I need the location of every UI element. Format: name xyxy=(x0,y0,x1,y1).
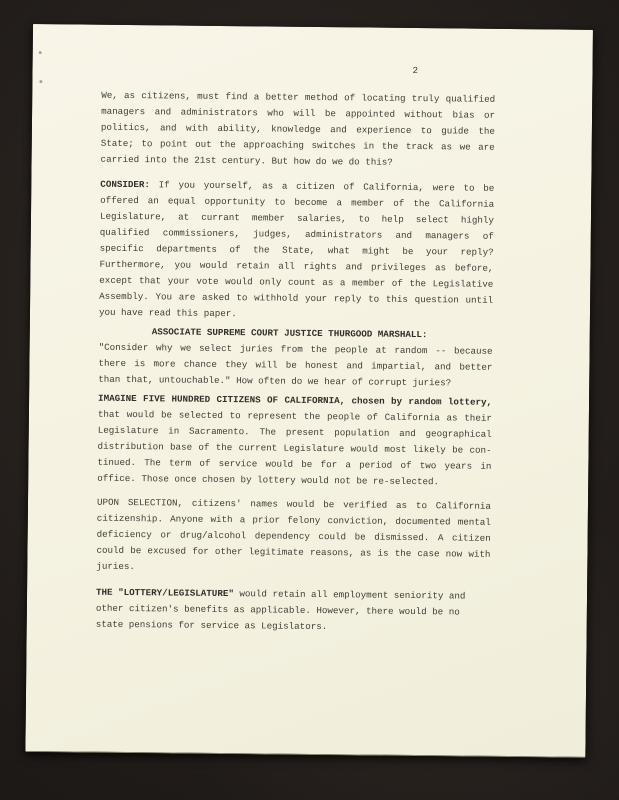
scanned-page xyxy=(25,24,593,758)
text-line: UPON SELECTION, citizens' names would be verified as to California xyxy=(96,496,492,512)
paragraph-imagine xyxy=(97,391,492,491)
document-body xyxy=(96,88,496,637)
text-line: except that your vote would only count as a member of the Legislative xyxy=(99,274,494,290)
text-line: politics, and with ability, knowledge and experience to guide the xyxy=(100,121,495,137)
text-line: qualified commissioners, judges, administrators and managers of xyxy=(99,226,494,242)
paragraph-marshall-quote xyxy=(98,340,492,392)
text-line: IMAGINE FIVE HUNDRED CITIZENS OF CALIFORNIA, chosen by random lottery, xyxy=(98,392,493,408)
text-line: managers and administrators who will be appointed without bias or xyxy=(101,105,496,121)
paragraph-p1 xyxy=(100,88,495,172)
text-line: carried into the 21st century. But how do we do this? xyxy=(100,153,393,168)
text-line: you have read this paper. xyxy=(98,306,237,320)
text-line: deficiency or drug/alcohol dependency could be dismissed. A citizen xyxy=(96,528,491,544)
paragraph-upon xyxy=(96,495,491,579)
text-line: than that, untouchable." How often do we hear of corrupt juries? xyxy=(98,373,452,389)
text-line: CONSIDER: If you yourself, as a citizen of California, were to be xyxy=(100,178,495,194)
text-line: juries. xyxy=(96,560,135,573)
paper-speck xyxy=(39,51,42,54)
text-line: specific departments of the State, what might be your reply? xyxy=(99,242,494,258)
text-line: We, as citizens, must find a better method of locating truly qualified xyxy=(101,89,496,105)
text-line: Assembly. You are asked to withhold your reply to this question until xyxy=(99,290,494,306)
page-number: 2 xyxy=(412,64,419,77)
paper-speck xyxy=(39,80,42,83)
page-content xyxy=(27,24,593,638)
text-line: Legislature in Sacramento. The present population and geographical xyxy=(97,424,492,440)
text-line: other citizen's benefits as applicable. However, there would be no xyxy=(95,602,460,618)
text-line: could be excused for other legitimate reasons, as is the case now with xyxy=(96,544,491,560)
text-line: state pensions for service as Legislators. xyxy=(95,618,328,633)
paragraph-lottery xyxy=(96,585,490,637)
text-line: that would be selected to represent the people of California as their xyxy=(97,408,492,424)
text-line: citizenship. Anyone with a prior felony conviction, documented mental xyxy=(96,512,491,528)
text-line: tinued. The term of service would be for a period of two years in xyxy=(97,456,492,472)
text-line: distribution base of the current Legislature would most likely be con- xyxy=(97,440,492,456)
text-line: offered an equal opportunity to become a member of the California xyxy=(100,194,495,210)
text-line: Legislature, at currant member salaries, to help select highly xyxy=(99,210,495,226)
text-line: "Consider why we select juries from the people at random -- because xyxy=(98,341,493,357)
text-line: THE "LOTTERY/LEGISLATURE" would retain all employment seniority and xyxy=(95,586,466,602)
text-line: office. Those once chosen by lottery would not be re-selected. xyxy=(97,472,440,488)
text-line: Furthermore, you would retain all rights and privileges as before, xyxy=(99,258,494,274)
text-line: ASSOCIATE SUPREME COURT JUSTICE THURGOOD MARSHALL: xyxy=(151,326,428,341)
text-line: there is more chance they will be honest and impartial, and better xyxy=(98,357,493,373)
text-line: State; to point out the approaching switches in the track as we are xyxy=(100,137,495,153)
paragraph-p2 xyxy=(99,177,494,325)
